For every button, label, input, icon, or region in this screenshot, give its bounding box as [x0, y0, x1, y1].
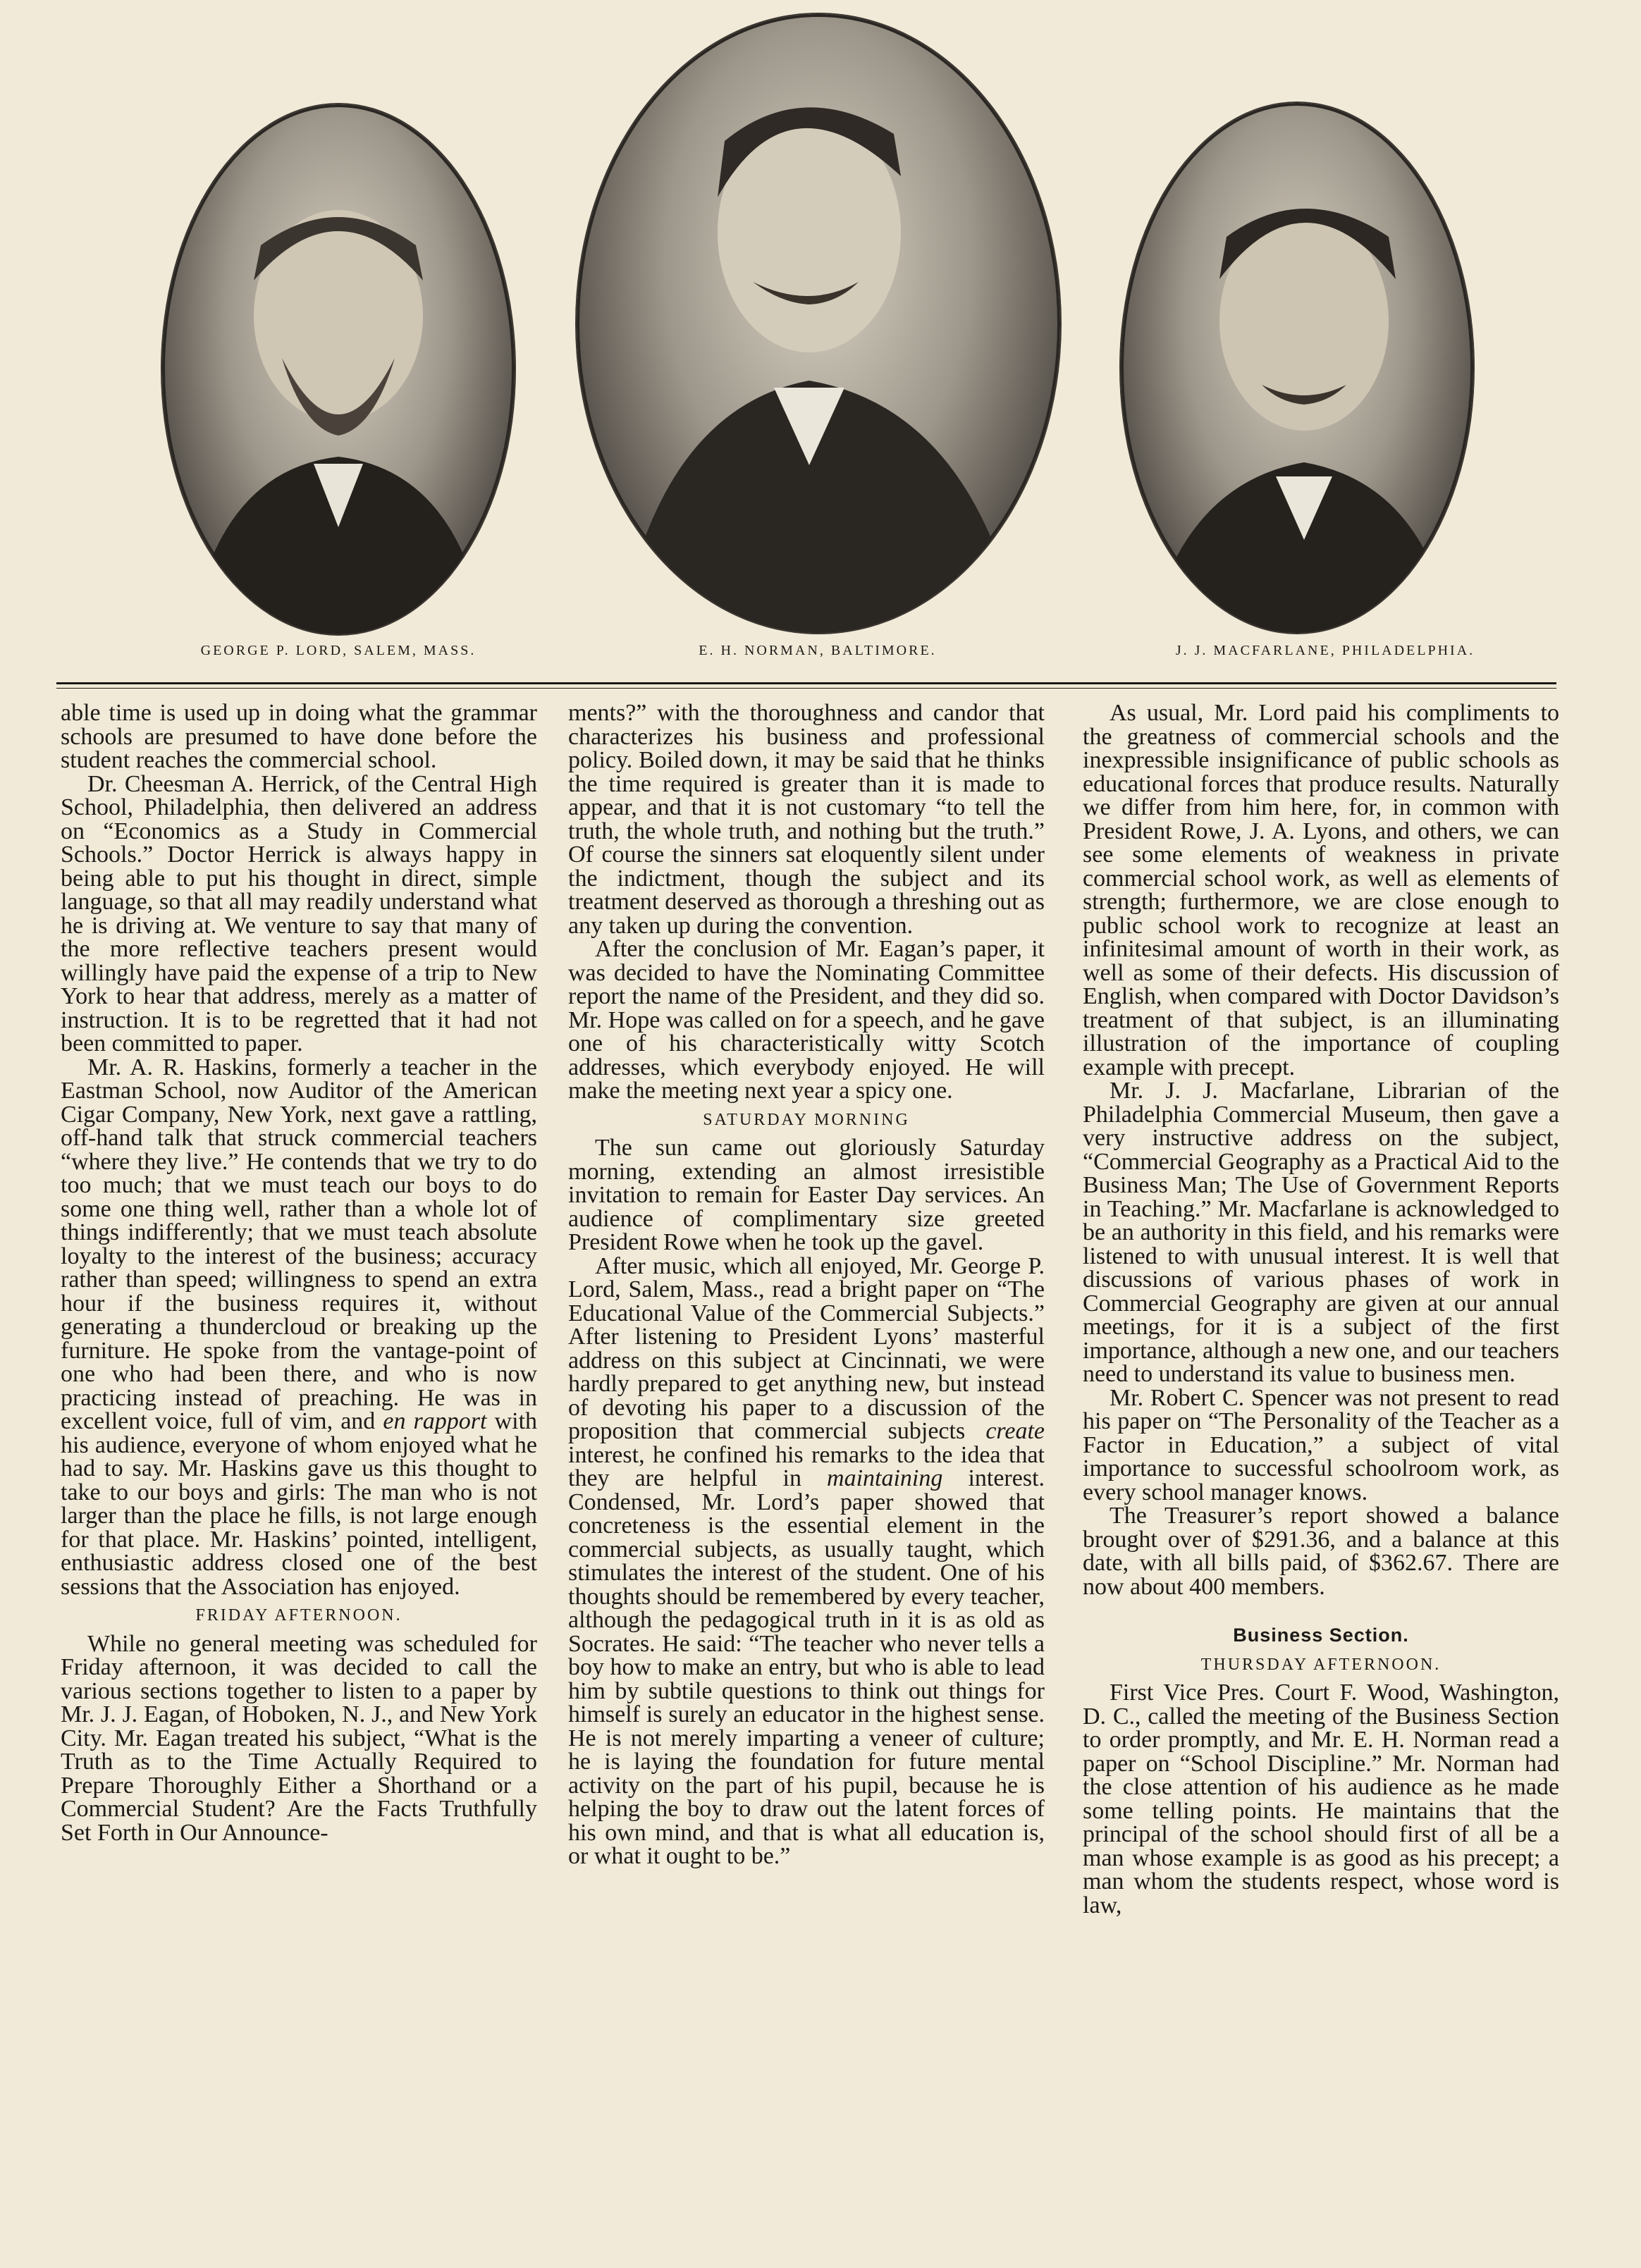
portrait-photo-icon	[577, 14, 1060, 633]
section-title: Business Section.	[1233, 1625, 1409, 1646]
paragraph: As usual, Mr. Lord paid his compliments to the greatness of commercial schools and the inexpressible insignificance of public schools as educational forces that produce results. Naturally we differ from him here, for, in common with President Rowe, J. A. Lyons, and others, we can see some elements of weakness in private commercial school work, as well as elements of strength; furthermore, we are close enough to public school work to recognize at least an infinitesimal amount of worth in their work, as well as some of their defects. His discussion of English, when compared with Doctor Davidson’s treatment of that subject, is an illuminating illustration of the importance of coupling example with precept.	[1083, 700, 1559, 1080]
portrait-lord	[162, 104, 515, 634]
subhead: FRIDAY AFTERNOON.	[195, 1606, 402, 1625]
portrait-caption: GEORGE P. LORD, SALEM, MASS.	[200, 643, 477, 658]
paragraph: The Treasurer’s report showed a balance brought over of $291.36, and a balance at this date, with all bills paid, of $362.67. There are now about 400 members.	[1083, 1503, 1559, 1600]
paragraph: ments?” with the thoroughness and candor that characterizes his business and professional policy. Boiled down, it may be said that he thinks the time required is greater than it is made to appear, and that it is not customary “to tell the truth, the whole truth, and nothing but the truth.” Of course the sinners sat eloquently silent under the indictment, though the subject and its treatment deserved as thorough a threshing out as any taken up during the convention.	[568, 700, 1045, 939]
text-run: with his audience, everyone of whom enjoyed what he had to say. Mr. Haskins gave us this thought to take to our boys and girls: The man who is not larger than the place he fills, is not large enough for that place. Mr. Haskins’ pointed, intelligent, enthusiastic address closed one of the best sessions that the Association has enjoyed.	[61, 1408, 538, 1600]
paragraph: The sun came out gloriously Saturday morning, extending an almost irresistible invitation to remain for Easter Day services. An audience of complimentary size greeted President Rowe when he took up the gavel.	[568, 1135, 1045, 1255]
text-run: interest, he confined his remarks to the idea that they are helpful in	[568, 1441, 1045, 1491]
subhead: THURSDAY AFTERNOON.	[1200, 1655, 1442, 1674]
portrait-photo-icon	[162, 104, 515, 634]
text-run: Mr. A. R. Haskins, formerly a teacher in the Eastman School, now Auditor of the American Cigar Company, New York, next gave a rattling, off-hand talk that struck commercial teachers “where they live.” He contends that we try to do too much; that we must teach our boys to do some one thing well, rather than a whole lot of things indifferently; that we must teach absolute loyalty to the interest of the business; accuracy rather than speed; willingness to spend an extra hour if the business requires it, without generating a thundercloud or breaking up the furniture. He spoke from the vantage-point of one who had been there, and who is now practicing instead of preaching. He was in excellent voice, full of vim, and	[61, 1054, 537, 1434]
portrait-norman	[577, 14, 1060, 633]
portrait-caption: J. J. MACFARLANE, PHILADELPHIA.	[1175, 643, 1475, 658]
paragraph: After the conclusion of Mr. Eagan’s paper, it was decided to have the Nominating Committee report the name of the President, and they did so. Mr. Hope was called on for a speech, and he gave one of his characteristically witty Scotch addresses, which everybody enjoyed. He will make the meeting next year a spicy one.	[568, 936, 1045, 1104]
paragraph	[61, 1056, 537, 1599]
paragraph: First Vice Pres. Court F. Wood, Washington, D. C., called the meeting of the Business Section to order promptly, and Mr. E. H. Norman read a paper on “School Discipline.” Mr. Norman had the close attention of his audience as he made some telling points. He maintains that the principal of the school should first of all be a man whose example is as good as his precept; a man whom the students respect, whose word is law,	[1083, 1680, 1559, 1918]
italic-phrase: en rapport	[383, 1408, 487, 1434]
portrait-photo-icon	[1121, 103, 1473, 633]
subhead: SATURDAY MORNING	[703, 1110, 910, 1129]
text-column-2	[568, 701, 1045, 1868]
text-column-1	[61, 701, 537, 1844]
paragraph: While no general meeting was scheduled for Friday afternoon, it was decided to call the various sections together to listen to a paper by Mr. J. J. Eagan, of Hoboken, N. J., and New York City. Mr. Eagan treated his subject, “What is the Truth as to the Time Actually Required to Prepare Thoroughly Either a Shorthand or a Commercial Student? Are the Facts Truthfully Set Forth in Our Announce-	[61, 1630, 537, 1846]
portrait-macfarlane	[1121, 103, 1473, 633]
text-run: interest. Condensed, Mr. Lord’s paper showed that concreteness is the essential element in the commercial subjects, as usually taught, which stimulates the interest of the student. One of his thoughts should be remembered by every teacher, although the pedagogical truth in it is as old as Socrates. He said: “The teacher who never tells a boy how to make an entry, but who is able to lead him by subtile questions to think out things for himself is surely an educator in the highest sense. He is not merely imparting a veneer of culture; he is laying the foundation for future mental activity on the part of his pupil, because he is helping the boy to draw out the latent forces of his own mind, and that is what all education is, or what it ought to be.”	[568, 1465, 1045, 1869]
paragraph: able time is used up in doing what the grammar schools are presumed to have done before the student reaches the commercial school.	[61, 700, 537, 773]
italic-word: maintaining	[827, 1465, 943, 1491]
text-run: After music, which all enjoyed, Mr. George P. Lord, Salem, Mass., read a bright paper on “The Educational Value of the Commercial Subjects.” After listening to President Lyons’ masterful address on this subject at Cincinnati, we were hardly prepared to get anything new, but instead of devoting his paper to a discussion of the proposition that commercial subjects	[568, 1252, 1045, 1444]
paragraph: Mr. Robert C. Spencer was not present to read his paper on “The Personality of the Teacher as a Factor in Education,” a subject of vital importance to successful schoolroom work, as every school manager knows.	[1083, 1384, 1559, 1505]
paragraph	[568, 1252, 1045, 1869]
paragraph: Mr. J. J. Macfarlane, Librarian of the Philadelphia Commercial Museum, then gave a very instructive address on the subject, “Commercial Geography as a Practical Aid to the Business Man; The Use of Government Reports in Teaching.” Mr. Macfarlane is acknowledged to be an authority in this field, and his remarks were listened to with unusual interest. It is well that discussions of various phases of work in Commercial Geography are given at our annual meetings, for it is a subject of the first importance, although a new one, and our teachers need to understand its value to business men.	[1083, 1078, 1559, 1387]
italic-word: create	[985, 1418, 1045, 1444]
text-column-3	[1083, 701, 1559, 1917]
portrait-caption: E. H. NORMAN, BALTIMORE.	[699, 643, 937, 658]
divider-rule	[56, 682, 1556, 684]
divider-rule	[56, 688, 1556, 689]
paragraph: Dr. Cheesman A. Herrick, of the Central High School, Philadelphia, then delivered an address on “Economics as a Study in Commercial Schools.” Doctor Herrick is always happy in being able to put his thought in direct, simple language, so that all may readily understand what he is driving at. We venture to say that many of the more reflective teachers present would willingly have paid the expense of a trip to New York to hear that address, merely as a matter of instruction. It is to be regretted that it had not been committed to paper.	[61, 770, 537, 1056]
